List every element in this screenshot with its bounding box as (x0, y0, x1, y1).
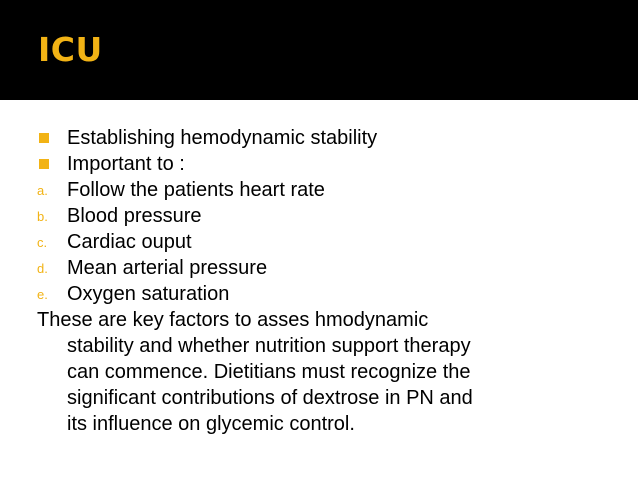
title-bar (0, 0, 638, 100)
slide-content (37, 125, 627, 437)
slide-title: ICU (38, 30, 103, 69)
square-bullet-icon (39, 159, 49, 169)
list-item (37, 203, 627, 229)
list-item (37, 281, 627, 307)
list-item-text: Blood pressure (67, 205, 202, 227)
list-item-text: Oxygen saturation (67, 283, 230, 305)
summary-paragraph: These are key factors to asses hmodynamic stability and whether nutrition support therapy can commence. Dietitians must recognize the significant contributions of dextrose in PN and its influence on glycemic control. (37, 309, 473, 435)
list-item (37, 255, 627, 281)
bullet-text: Establishing hemodynamic stability (67, 127, 378, 149)
list-marker: c. (37, 235, 48, 250)
list-marker: b. (37, 209, 48, 224)
list-item-text: Mean arterial pressure (67, 257, 268, 279)
square-bullet-icon (39, 133, 49, 143)
list-marker: a. (37, 183, 48, 198)
bullet-item (37, 151, 627, 177)
list-marker: d. (37, 261, 48, 276)
list-marker: e. (37, 287, 48, 302)
bullet-text: Important to : (67, 153, 185, 175)
list-item (37, 177, 627, 203)
list-item-text: Cardiac ouput (67, 231, 192, 253)
list-item (37, 229, 627, 255)
bullet-item (37, 125, 627, 151)
list-item-text: Follow the patients heart rate (67, 179, 325, 201)
